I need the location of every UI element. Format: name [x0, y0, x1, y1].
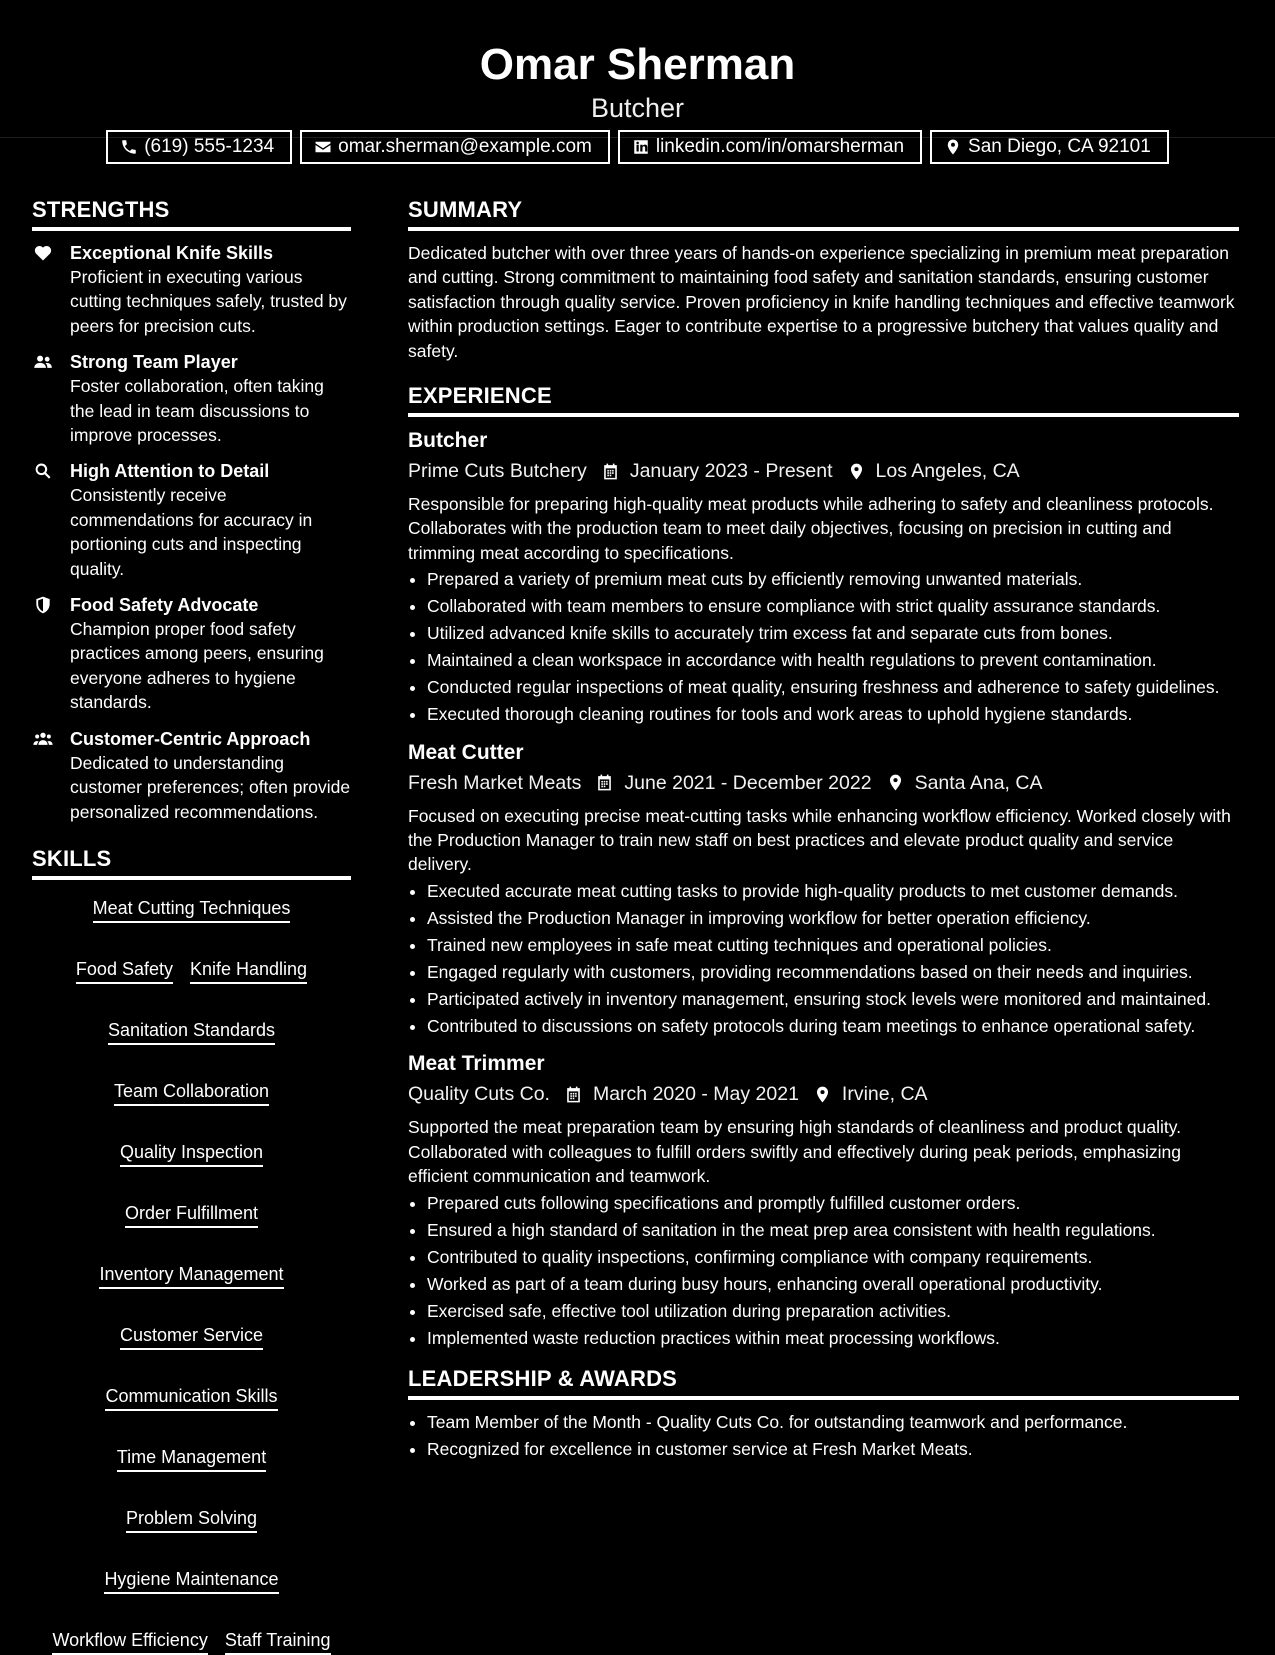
skill-tag: Inventory Management	[99, 1262, 283, 1289]
job-location: Irvine, CA	[841, 1083, 928, 1106]
list-item: • Maintained a clean workspace in accordance with health regulations to prevent contamination.	[427, 648, 1239, 672]
skill-tag: Knife Handling	[190, 957, 307, 984]
strength-desc: Consistently receive commendations for accuracy in portioning cuts and inspecting quality.	[70, 485, 313, 579]
calendar-icon	[564, 1085, 583, 1104]
envelope-icon	[314, 138, 332, 156]
strength-item	[32, 593, 351, 715]
skill-tag: Sanitation Standards	[108, 1018, 275, 1045]
skill-tag: Time Management	[117, 1445, 266, 1472]
strength-title: Exceptional Knife Skills	[70, 243, 274, 263]
map-pin-icon	[944, 138, 962, 156]
awards-list	[408, 1410, 1239, 1461]
skill-tag: Workflow Efficiency	[52, 1628, 207, 1655]
location-text: San Diego, CA 92101	[968, 136, 1151, 157]
skill-tag: Order Fulfillment	[125, 1201, 258, 1228]
candidate-title: Butcher	[590, 93, 685, 123]
resume-header	[0, 0, 1275, 157]
users-icon	[32, 352, 54, 372]
job-meta	[408, 456, 1239, 486]
list-item: • Executed accurate meat cutting tasks to provide high-quality products to met customer demands.	[427, 879, 1239, 903]
strength-item	[32, 727, 351, 824]
job-dates: June 2021 - December 2022	[624, 771, 872, 794]
awards-heading: LEADERSHIP & AWARDS	[408, 1364, 1239, 1400]
experience-heading: EXPERIENCE	[408, 381, 1239, 417]
skill-tag: Problem Solving	[126, 1506, 257, 1533]
strength-item	[32, 241, 351, 338]
skill-tag: Quality Inspection	[120, 1140, 263, 1167]
contact-bar	[0, 130, 1275, 164]
heart-icon	[32, 243, 54, 263]
job-entry	[408, 739, 1239, 1039]
skills-heading: SKILLS	[32, 844, 351, 880]
calendar-icon	[595, 773, 614, 792]
strength-item	[32, 350, 351, 447]
job-description: Responsible for preparing high-quality meat products while adhering to safety and cleanliness protocols. Collaborates with the production team to meet daily objectives, focusing on precision in cutting and trimming meat according to specifications.	[408, 494, 1214, 563]
phone-text: (619) 555-1234	[144, 136, 275, 157]
strength-desc: Champion proper food safety practices among peers, ensuring everyone adheres to hygiene standards.	[70, 619, 324, 713]
list-item: • Worked as part of a team during busy hours, enhancing overall operational productivity.	[427, 1272, 1239, 1296]
list-item: • Engaged regularly with customers, providing recommendations based on their needs and inquiries.	[427, 960, 1239, 984]
list-item: • Contributed to quality inspections, confirming compliance with company requirements.	[427, 1245, 1239, 1269]
strengths-heading: STRENGTHS	[32, 195, 351, 231]
list-item: • Ensured a high standard of sanitation in the meat prep area consistent with health regulations.	[427, 1218, 1239, 1242]
left-column	[32, 195, 351, 1655]
strength-desc: Proficient in executing various cutting techniques safely, trusted by peers for precision cuts.	[70, 267, 347, 336]
list-item: • Executed thorough cleaning routines for tools and work areas to uphold hygiene standards.	[427, 702, 1239, 726]
map-pin-icon	[813, 1085, 832, 1104]
skill-tag: Meat Cutting Techniques	[93, 896, 291, 923]
shield-icon	[32, 595, 54, 615]
strength-title: Customer-Centric Approach	[70, 728, 311, 749]
candidate-name: Omar Sherman	[479, 40, 796, 89]
list-item: • Prepared a variety of premium meat cuts by efficiently removing unwanted materials.	[427, 567, 1239, 591]
job-description: Focused on executing precise meat-cutting tasks while enhancing workflow efficiency. Worked closely with the Production Manager to train new staff on best practices and elevate product quality and service delivery.	[408, 805, 1231, 875]
skill-tag: Hygiene Maintenance	[104, 1567, 278, 1594]
email-text: omar.sherman@example.com	[338, 136, 592, 157]
job-dates: March 2020 - May 2021	[592, 1083, 799, 1106]
job-meta	[408, 1079, 1239, 1109]
list-item: • Collaborated with team members to ensure compliance with strict quality assurance standards.	[427, 594, 1239, 618]
summary-heading: SUMMARY	[408, 195, 1239, 231]
job-location: Los Angeles, CA	[875, 460, 1020, 483]
list-item: • Prepared cuts following specifications and promptly fulfilled customer orders.	[427, 1191, 1239, 1215]
strength-title: Strong Team Player	[70, 352, 238, 373]
job-title: Meat Trimmer	[408, 1052, 545, 1076]
list-item: • Trained new employees in safe meat cutting techniques and operational policies.	[427, 933, 1239, 957]
job-entry	[408, 427, 1239, 727]
strength-item	[32, 459, 351, 581]
strength-desc: Dedicated to understanding customer preferences; often provide personalized recommendations.	[70, 752, 351, 822]
search-icon	[32, 461, 54, 481]
job-title: Butcher	[408, 429, 488, 453]
job-company: Fresh Market Meats	[408, 771, 582, 794]
job-bullets	[408, 567, 1239, 726]
skill-tag: Food Safety	[76, 957, 173, 984]
skill-tag: Team Collaboration	[114, 1079, 269, 1106]
job-description: Supported the meat preparation team by ensuring high standards of cleanliness and product quality. Collaborated with colleagues to fulfill orders swiftly and effectively during peak periods, emphasizing efficient communication and teamwork.	[408, 1117, 1182, 1187]
skill-tag: Customer Service	[120, 1323, 263, 1350]
job-company: Prime Cuts Butchery	[408, 460, 587, 483]
right-column	[408, 195, 1239, 1464]
strength-title: Food Safety Advocate	[70, 595, 259, 616]
contact-linkedin[interactable]	[618, 130, 922, 164]
skill-tag: Staff Training	[225, 1628, 331, 1655]
linkedin-text: linkedin.com/in/omarsherman	[655, 136, 905, 157]
strength-title: High Attention to Detail	[70, 461, 270, 482]
list-item: • Utilized advanced knife skills to accurately trim excess fat and separate cuts from bones.	[427, 621, 1239, 645]
linkedin-icon	[632, 138, 650, 156]
job-location: Santa Ana, CA	[914, 771, 1043, 794]
list-item: • Conducted regular inspections of meat quality, ensuring freshness and adherence to safety guidelines.	[427, 675, 1239, 699]
contact-location	[930, 130, 1169, 164]
job-meta	[408, 768, 1239, 798]
job-entry	[408, 1050, 1239, 1350]
list-item: • Implemented waste reduction practices within meat processing workflows.	[427, 1326, 1239, 1350]
list-item: • Participated actively in inventory management, ensuring stock levels were monitored and maintained.	[427, 987, 1239, 1011]
contact-email[interactable]	[300, 130, 610, 164]
list-item: • Contributed to discussions on safety protocols during team meetings to enhance operational safety.	[427, 1014, 1239, 1038]
people-group-icon	[32, 729, 54, 749]
job-dates: January 2023 - Present	[629, 460, 833, 483]
list-item: • Team Member of the Month - Quality Cuts Co. for outstanding teamwork and performance.	[427, 1410, 1239, 1434]
summary-text: Dedicated butcher with over three years of hands-on experience specializing in premium meat preparation and cutting. Strong commitment to maintaining food safety and sanitation standards, ensuring customer satisfaction through quality service. Proven proficiency in knife handling techniques and effective teamwork within production settings. Eager to contribute expertise to a progressive butchery that values quality and safety.	[408, 243, 1235, 361]
list-item: • Assisted the Production Manager in improving workflow for better operation efficiency.	[427, 906, 1239, 930]
job-bullets	[408, 1191, 1239, 1350]
calendar-icon	[601, 462, 620, 481]
job-bullets	[408, 879, 1239, 1038]
strengths-list	[32, 241, 351, 824]
job-title: Meat Cutter	[408, 740, 524, 764]
contact-phone[interactable]	[106, 130, 292, 164]
list-item: • Recognized for excellence in customer service at Fresh Market Meats.	[427, 1437, 1239, 1461]
list-item: • Exercised safe, effective tool utilization during preparation activities.	[427, 1299, 1239, 1323]
strength-desc: Foster collaboration, often taking the lead in team discussions to improve processes.	[70, 376, 324, 446]
map-pin-icon	[847, 462, 866, 481]
skills-list	[32, 896, 351, 1655]
phone-icon	[120, 138, 138, 156]
skill-tag: Communication Skills	[105, 1384, 277, 1411]
job-company: Quality Cuts Co.	[408, 1083, 550, 1106]
map-pin-icon	[886, 773, 905, 792]
